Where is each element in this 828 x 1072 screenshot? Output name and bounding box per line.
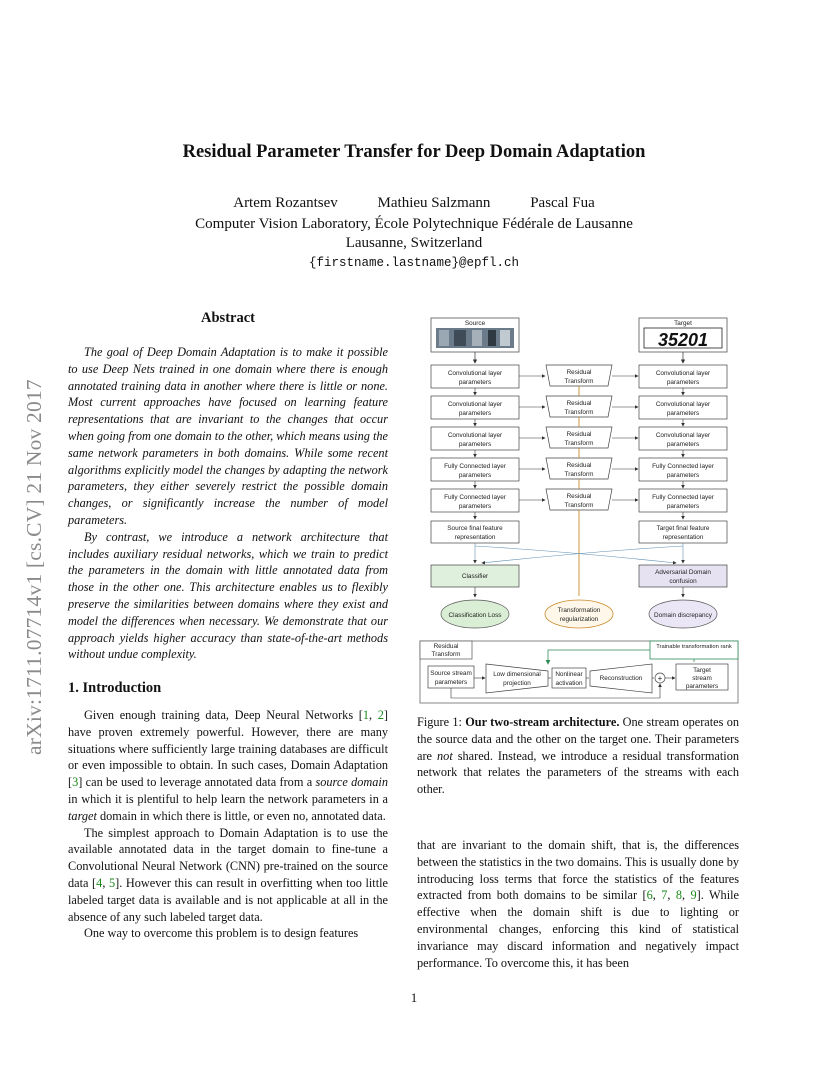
svg-text:Target: Target [693,667,711,674]
svg-text:Transform: Transform [564,471,594,478]
svg-text:Classification Loss: Classification Loss [448,612,502,619]
svg-text:Convolutional layer: Convolutional layer [447,401,503,408]
svg-text:parameters: parameters [666,441,700,448]
citation-link[interactable]: 1 [362,708,370,722]
intro-paragraph: Given enough training data, Deep Neural Networks [1, 2] have proven extremely powerful. However, there are many situations where sufficiently large training databases are difficult or even impossible to obtain. In such cases, Domain Adaptation [3] can be used to leverage annotated data from a source domain in which it is plentiful to help learn the network parameters in a target domain in which there is little, or even no, annotated data. [68,708,388,823]
target-final-feature: Target final feature [656,525,710,532]
target-label: Target [674,320,692,327]
svg-text:confusion: confusion [669,578,697,585]
svg-text:Fully Connected layer: Fully Connected layer [444,494,506,501]
section-heading: 1. Introduction [68,680,162,696]
svg-text:Reconstruction: Reconstruction [599,675,643,682]
svg-text:Residual: Residual [566,431,592,438]
right-column-body [417,837,739,971]
citation-link[interactable]: 6 [646,888,653,903]
residual-transform-detail [420,641,738,703]
target-layer-stack [639,365,727,512]
citation-link[interactable]: 7 [661,888,668,903]
figure-architecture [414,314,744,710]
figure-caption: Figure 1: Our two-stream architecture. One stream operates on the source data and the other on the target one. Their parameters are not shared. Instead, we introduce a residual transformation network that relates the parameters of the streams with each other. [417,715,739,797]
svg-text:parameters: parameters [458,472,492,479]
svg-text:parameters: parameters [685,683,719,690]
svg-text:Residual: Residual [433,643,459,650]
svg-text:Convolutional layer: Convolutional layer [655,432,711,439]
svg-text:parameters: parameters [666,503,700,510]
author-list [0,195,828,212]
svg-text:Transform: Transform [431,651,461,658]
citation-link[interactable]: 2 [377,708,384,722]
affiliation-line: Computer Vision Laboratory, École Polytechnique Fédérale de Lausanne [195,216,633,232]
source-layer-stack [431,365,519,512]
author-name: Mathieu Salzmann [377,195,491,211]
svg-text:parameters: parameters [458,503,492,510]
abstract-paragraph: The goal of Deep Domain Adaptation is to make it possible to use Deep Nets trained in one domain where there is enough annotated training data in another where there is little or none. Most current approaches have focused on learning feature representations that are invariant to the changes that occur when going from one domain to the other, which means using the same network parameters in both domains. While some recent algorithms explicitly model the changes by adapting the network parameters, they either severely restrict the possible domain changes, or significantly increase the number of model parameters. [68,345,388,527]
introduction-body [68,707,388,942]
svg-text:Adversarial Domain: Adversarial Domain [655,569,711,576]
citation-link[interactable]: 4 [96,875,103,890]
paper-title: Residual Parameter Transfer for Deep Domain Adaptation [182,142,646,162]
svg-text:parameters: parameters [434,679,468,686]
abstract-heading: Abstract [201,310,255,326]
citation-link[interactable]: 9 [690,888,697,903]
svg-text:Transformation: Transformation [557,607,601,614]
source-final-feature: Source final feature [447,525,503,532]
svg-text:Convolutional layer: Convolutional layer [447,432,503,439]
intro-paragraph: The simplest approach to Domain Adaptation is to use the available annotated data in the target domain to fine-tune a Convolutional Neural Network (CNN) pre-trained on the source data [4, 5]. However this can result in overfitting when too little labeled target data is available and is not applicable at all in the absence of any such labeled target data. [68,825,389,924]
svg-text:Convolutional layer: Convolutional layer [655,370,711,377]
trainable-rank-label: Trainable transformation rank [656,644,732,650]
svg-text:parameters: parameters [666,379,700,386]
svg-text:Low dimensional: Low dimensional [493,671,541,678]
affiliation [0,215,828,253]
svg-text:Classifier: Classifier [461,573,489,580]
svg-text:parameters: parameters [458,379,492,386]
svg-text:+: + [657,674,663,683]
svg-text:Fully Connected layer: Fully Connected layer [652,463,714,470]
svg-text:Nonlinear: Nonlinear [555,671,583,678]
author-email: {firstname.lastname}@epfl.ch [308,256,520,270]
arxiv-identifier-stamp: arXiv:1711.07714v1 [cs.CV] 21 Nov 2017 [22,379,46,755]
svg-text:Residual: Residual [566,400,592,407]
svg-text:Fully Connected layer: Fully Connected layer [444,463,506,470]
svg-text:Transform: Transform [564,378,594,385]
page-number: 1 [410,990,418,1005]
svg-text:Residual: Residual [566,493,592,500]
citation-link[interactable]: 8 [675,888,682,903]
svg-text:representation: representation [454,534,496,541]
svg-text:representation: representation [662,534,704,541]
svg-text:parameters: parameters [666,410,700,417]
author-name: Pascal Fua [530,195,595,211]
svg-text:activation: activation [555,680,583,687]
svg-text:Domain discrepancy: Domain discrepancy [654,612,712,619]
svg-text:Transform: Transform [564,440,594,447]
svg-text:parameters: parameters [458,410,492,417]
body-paragraph: that are invariant to the domain shift, that is, the differences between the statistics in the two domains. This is usually done by introducing loss terms that force the statistics of the features extracted from both domains to be similar [6, 7, 8, 9]. While effective when the domain shift is due to lighting or environmental changes, enforcing this kind of statistical invariance may discard information and negatively impact performance. To overcome this, it has been [417,838,740,970]
abstract-paragraph: By contrast, we introduce a network architecture that includes auxiliary residual networks, which we train to predict the parameters in the domain with little annotated data from those in the other one. This architecture enables us to flexibly preserve the similarities between domains where they exist and model the differences when necessary. We demonstrate that our approach yields higher accuracy than state-of-the-art methods without undue complexity. [68,529,388,662]
svg-text:Transform: Transform [564,502,594,509]
svg-text:Convolutional layer: Convolutional layer [655,401,711,408]
svg-text:Source stream: Source stream [430,670,472,677]
abstract-body [68,344,388,663]
author-name: Artem Rozantsev [233,195,338,211]
svg-text:Residual: Residual [566,369,592,376]
svg-text:parameters: parameters [666,472,700,479]
intro-paragraph: One way to overcome this problem is to design features [84,926,359,941]
svg-text:stream: stream [692,675,712,682]
svg-text:Residual: Residual [566,462,592,469]
svg-text:Convolutional layer: Convolutional layer [447,370,503,377]
architecture-diagram [414,314,744,710]
target-digits: 35201 [657,330,709,350]
svg-text:regularization: regularization [559,616,599,623]
svg-text:Fully Connected layer: Fully Connected layer [652,494,714,501]
transformation-regularization [545,600,613,628]
svg-text:Transform: Transform [564,409,594,416]
citation-link[interactable]: 5 [108,875,116,890]
citation-link[interactable]: 3 [72,775,79,790]
affiliation-line: Lausanne, Switzerland [345,235,483,251]
source-label: Source [464,320,486,327]
svg-text:projection: projection [503,680,531,687]
svg-text:parameters: parameters [458,441,492,448]
